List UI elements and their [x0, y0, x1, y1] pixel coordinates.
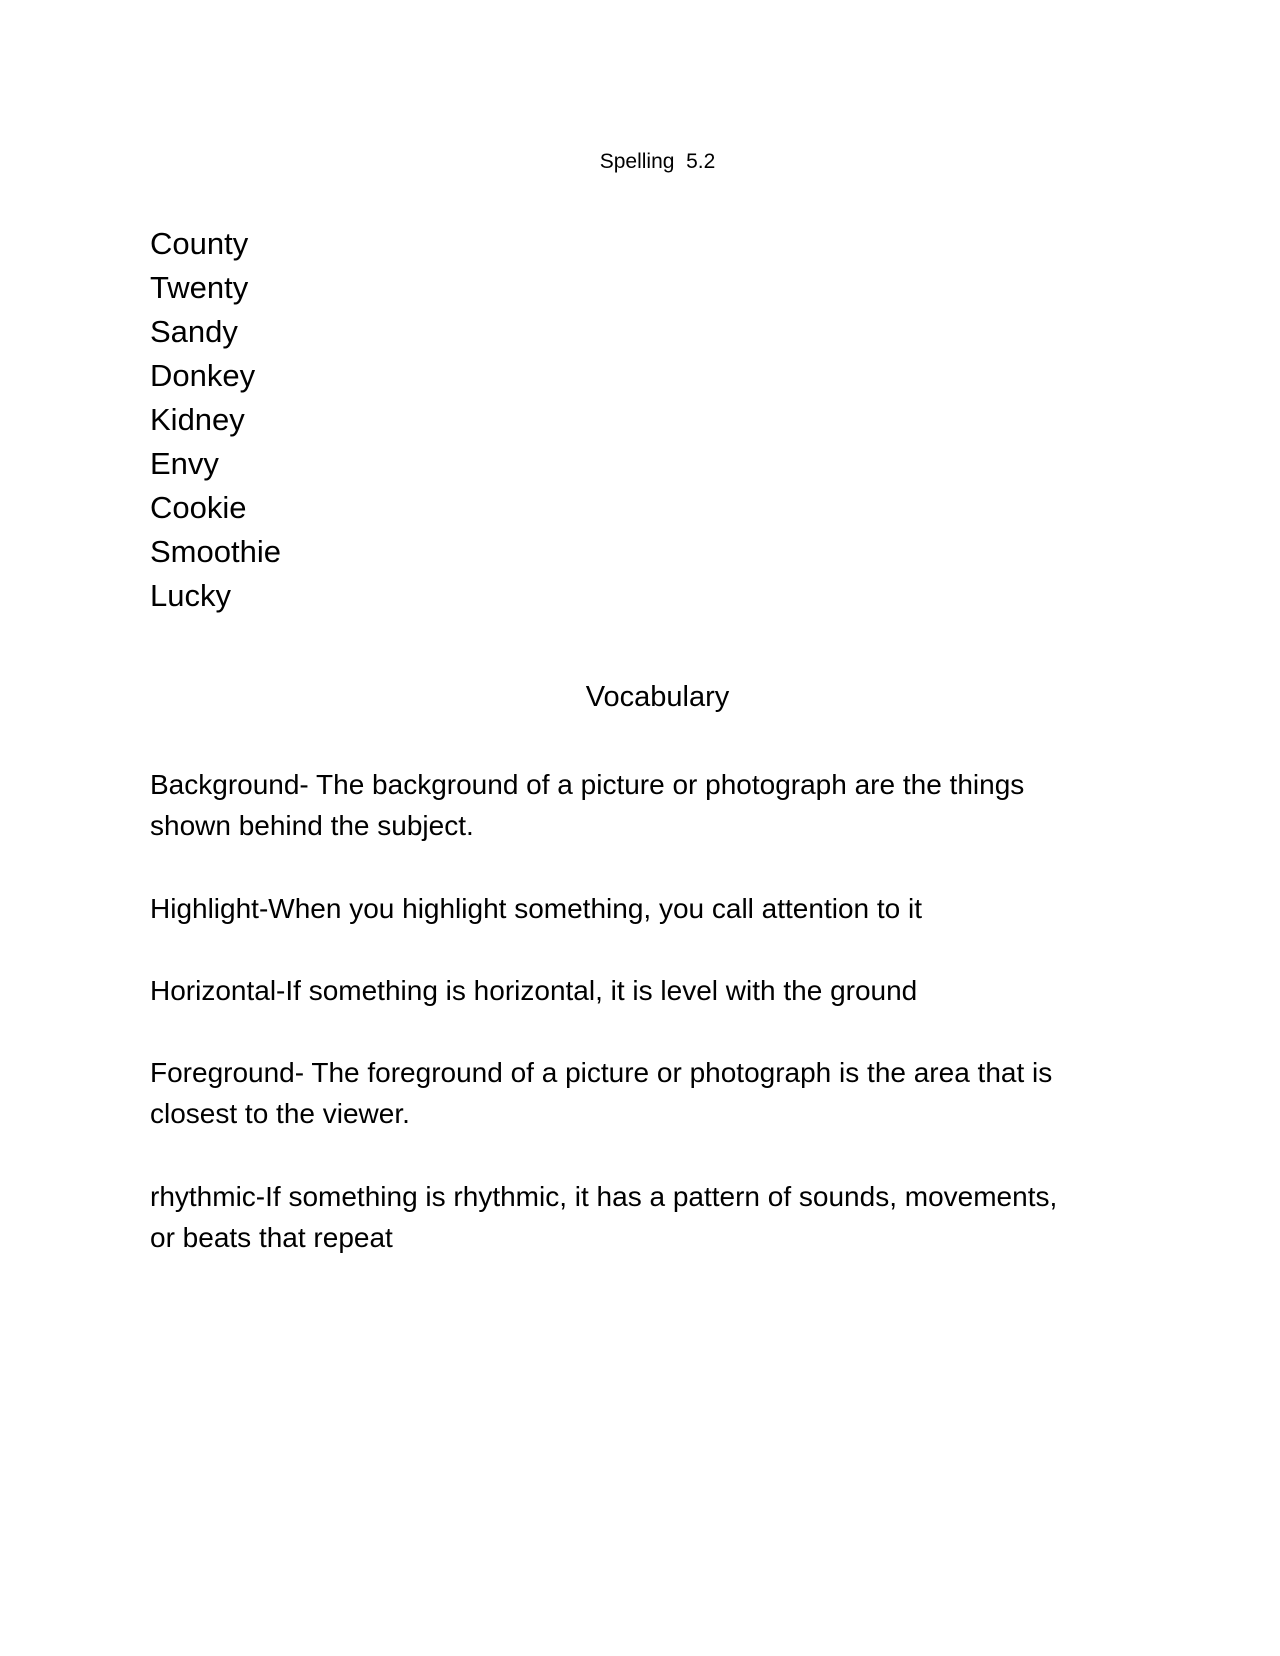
definition-background: Background- The background of a picture or photograph are the things shown behind the subject.	[150, 769, 1025, 841]
definition-foreground: Foreground- The foreground of a picture or photograph is the area that is closest to the viewer.	[150, 1057, 1053, 1129]
vocabulary-heading: Vocabulary	[585, 681, 730, 713]
spelling-word: Envy	[150, 446, 219, 481]
spelling-word-list	[150, 222, 281, 618]
page-title: Spelling 5.2	[599, 150, 716, 173]
spelling-word: Sandy	[150, 314, 238, 349]
spelling-word: Smoothie	[150, 534, 281, 569]
spelling-word: Twenty	[150, 270, 249, 305]
spelling-word: Kidney	[150, 402, 245, 437]
spelling-word: Cookie	[150, 490, 247, 525]
definition-rhythmic: rhythmic-If something is rhythmic, it has a pattern of sounds, movements, or beats that repeat	[150, 1181, 1058, 1253]
definition-highlight: Highlight-When you highlight something, you call attention to it	[150, 893, 922, 924]
spelling-word: County	[150, 226, 249, 261]
spelling-word: Donkey	[150, 358, 256, 393]
spelling-word: Lucky	[150, 578, 231, 613]
definition-horizontal: Horizontal-If something is horizontal, it is level with the ground	[150, 975, 918, 1006]
